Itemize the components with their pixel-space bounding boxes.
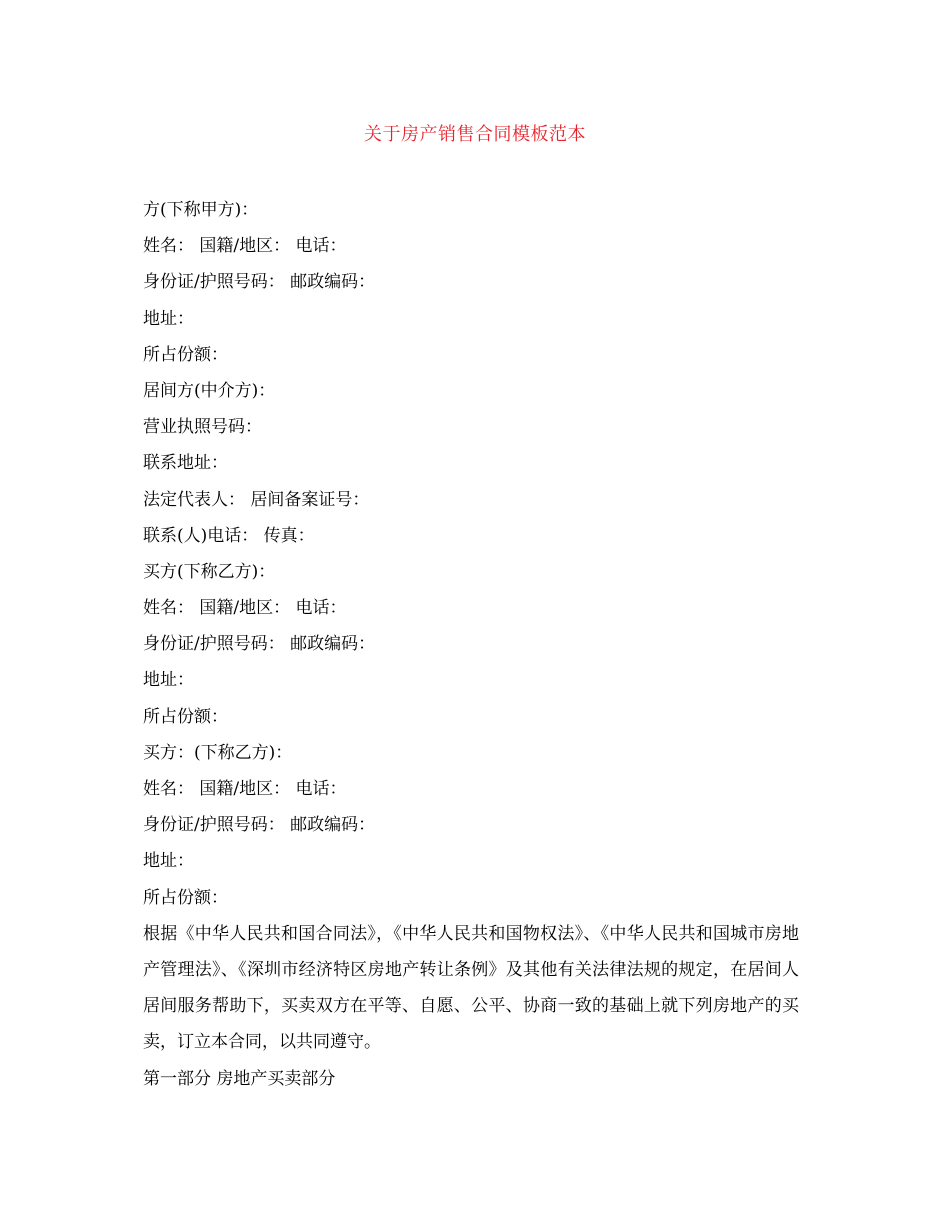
agent-phone-line: 联系(人)电话： 传真：	[143, 525, 315, 546]
party-b-share-line: 所占份额：	[143, 706, 228, 727]
party-a-id-line: 身份证/护照号码： 邮政编码：	[143, 272, 376, 293]
agent-address-line: 联系地址：	[143, 453, 228, 474]
agent-heading: 居间方(中介方)：	[143, 380, 276, 401]
party-b-heading: 买方(下称乙方)：	[143, 561, 276, 582]
document-body	[143, 192, 799, 1097]
section-heading: 第一部分 房地产买卖部分	[143, 1068, 336, 1089]
party-a-address-line: 地址：	[143, 308, 194, 329]
document-title: 关于房产销售合同模板范本	[364, 124, 586, 145]
party-b-name-line: 姓名： 国籍/地区： 电话：	[143, 598, 347, 619]
party-b2-id-line: 身份证/护照号码： 邮政编码：	[143, 815, 376, 836]
party-b2-share-line: 所占份额：	[143, 887, 228, 908]
party-b2-address-line: 地址：	[143, 851, 194, 872]
agent-license-line: 营业执照号码：	[143, 417, 262, 438]
party-a-share-line: 所占份额：	[143, 344, 228, 365]
party-a-heading: 方(下称甲方)：	[143, 200, 259, 220]
agent-representative-line: 法定代表人： 居间备案证号：	[143, 489, 370, 510]
legal-basis-paragraph: 根据《中华人民共和国合同法》，《中华人民共和国物权法》、《中华人民共和国城市房地产管理法》、《深圳市经济特区房地产转让条例》及其他有关法律法规的规定，在居间人居间服务帮助下，买卖双方在平等、自愿、公平、协商一致的基础上就下列房地产的买卖，订立本合同，以共同遵守。	[143, 923, 799, 1053]
party-b2-name-line: 姓名： 国籍/地区： 电话：	[143, 779, 347, 799]
party-a-name-line: 姓名： 国籍/地区： 电话：	[143, 236, 347, 257]
party-b-id-line: 身份证/护照号码： 邮政编码：	[143, 634, 376, 655]
party-b-address-line: 地址：	[143, 670, 194, 691]
party-b2-heading: 买方：(下称乙方)：	[143, 742, 293, 763]
